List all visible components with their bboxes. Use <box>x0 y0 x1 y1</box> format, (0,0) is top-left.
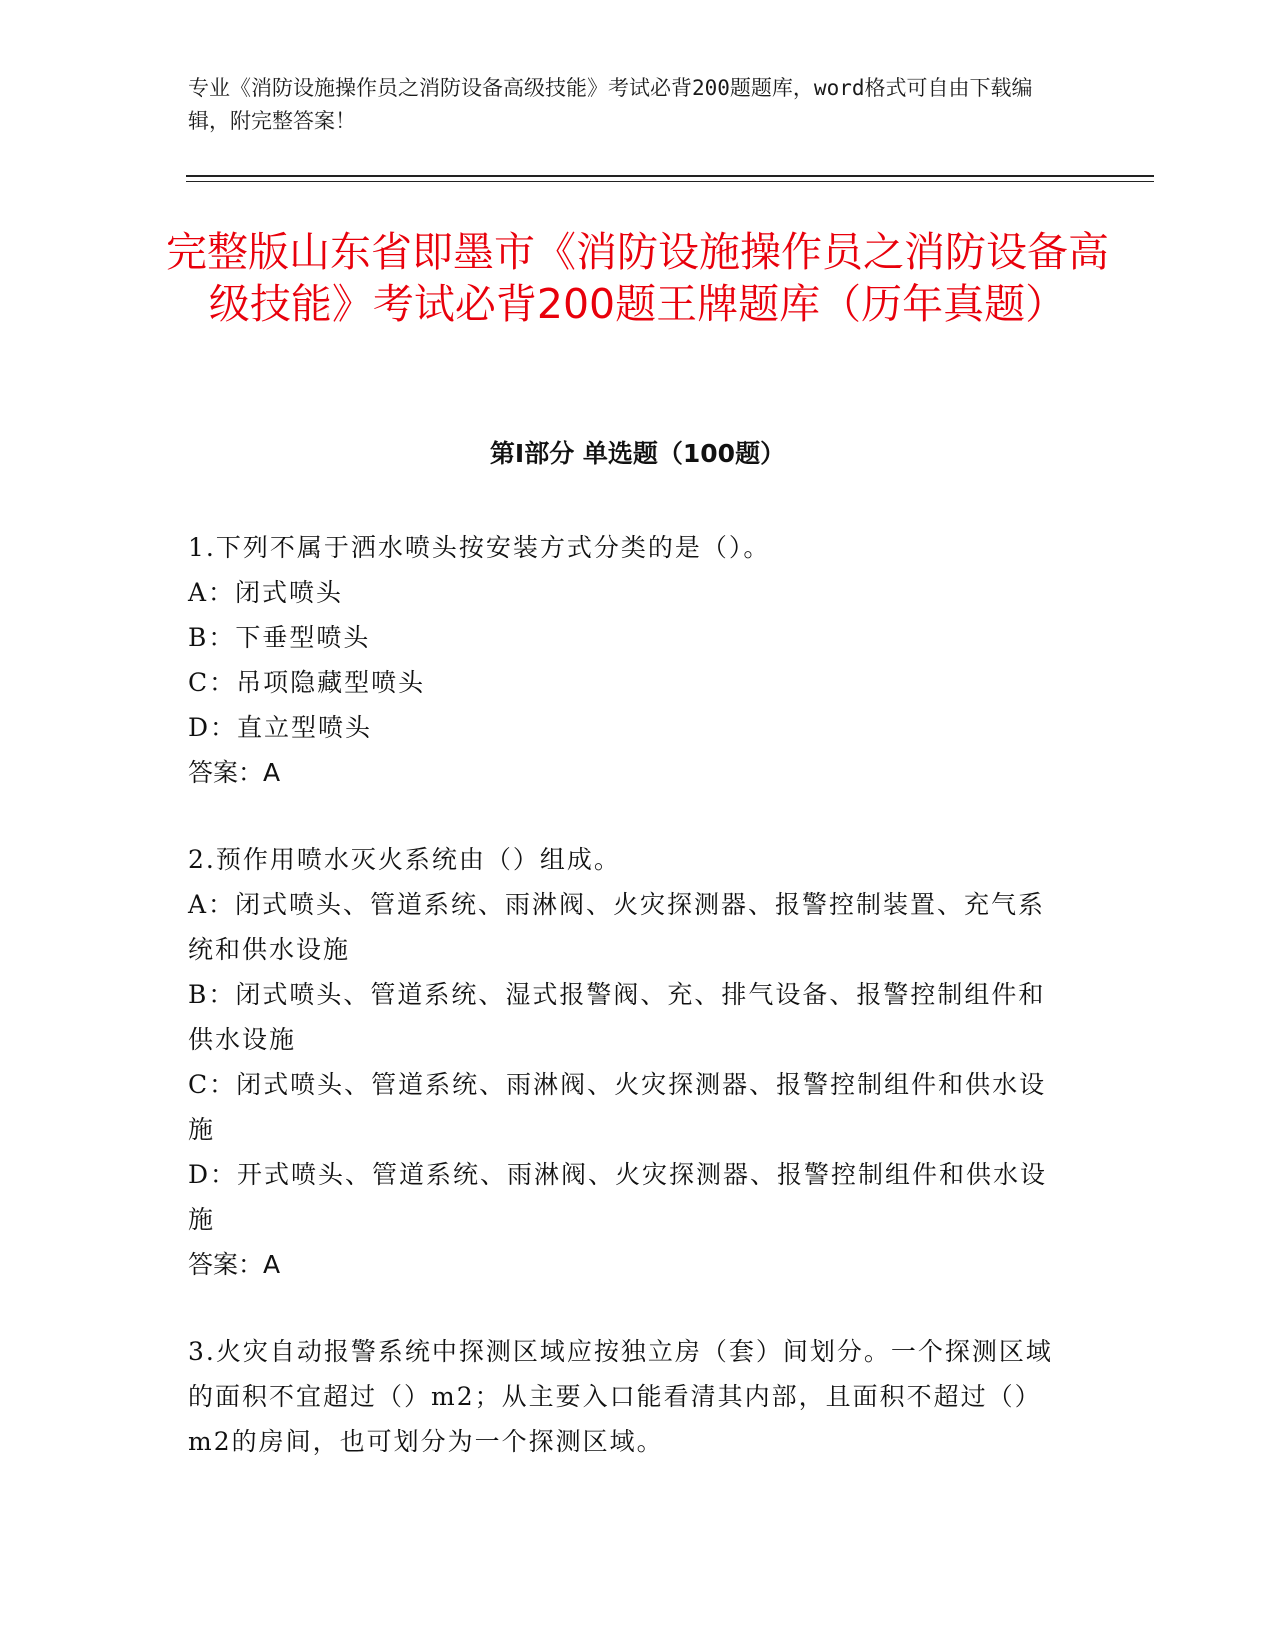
question-3 <box>188 1329 1068 1464</box>
option-b: B：下垂型喷头 <box>188 623 371 652</box>
option-d: D：开式喷头、管道系统、雨淋阀、火灾探测器、报警控制组件和供水设施 <box>188 1160 1048 1234</box>
answer: 答案：A <box>188 1250 281 1279</box>
header-divider-thin <box>186 181 1154 182</box>
option-d: D：直立型喷头 <box>188 713 373 742</box>
header-divider-thick <box>186 175 1154 177</box>
option-c: C：吊项隐藏型喷头 <box>188 668 426 697</box>
question-stem: 1.下列不属于洒水喷头按安装方式分类的是（）。 <box>188 533 771 562</box>
header-note: 专业《消防设施操作员之消防设备高级技能》考试必背200题题库，word格式可自由下载编辑，附完整答案！ <box>188 76 1033 133</box>
question-2 <box>188 837 1068 1287</box>
question-stem: 3.火灾自动报警系统中探测区域应按独立房（套）间划分。一个探测区域的面积不宜超过（）m2；从主要入口能看清其内部，且面积不超过（）m2的房间，也可划分为一个探测区域。 <box>188 1337 1053 1456</box>
question-list <box>188 525 1068 1506</box>
document-title: 完整版山东省即墨市《消防设施操作员之消防设备高级技能》考试必背200题王牌题库（历年真题） <box>166 228 1109 328</box>
question-1 <box>188 525 1068 795</box>
answer: 答案：A <box>188 758 281 787</box>
question-stem: 2.预作用喷水灭火系统由（）组成。 <box>188 845 621 874</box>
option-a: A：闭式喷头、管道系统、雨淋阀、火灾探测器、报警控制装置、充气系统和供水设施 <box>188 890 1046 964</box>
option-b: B：闭式喷头、管道系统、湿式报警阀、充、排气设备、报警控制组件和供水设施 <box>188 980 1046 1054</box>
option-a: A：闭式喷头 <box>188 578 344 607</box>
option-c: C：闭式喷头、管道系统、雨淋阀、火灾探测器、报警控制组件和供水设施 <box>188 1070 1047 1144</box>
section-heading: 第Ⅰ部分 单选题（100题） <box>489 439 786 468</box>
